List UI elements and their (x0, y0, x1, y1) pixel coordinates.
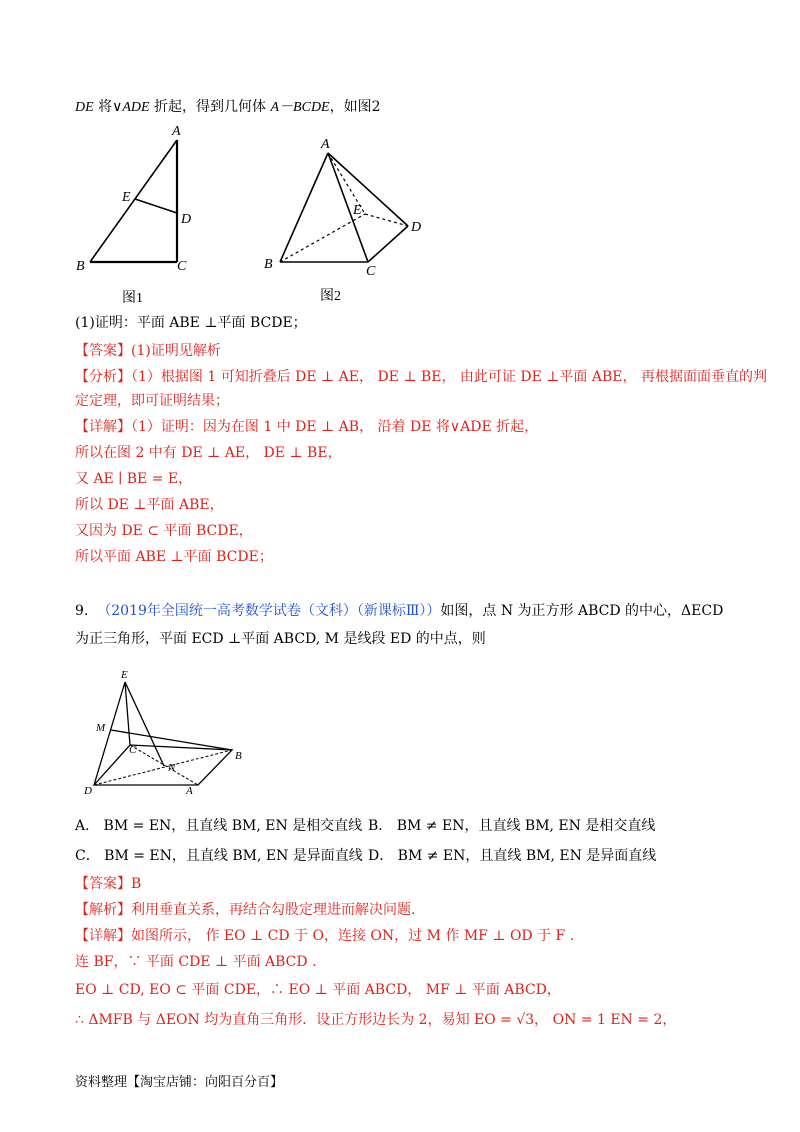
question-1: (1)证明：平面 ABE ⊥平面 BCDE； (75, 315, 307, 331)
edge-ab (90, 140, 177, 262)
label-e: E (353, 203, 362, 218)
step-5: 所以平面 ABE ⊥平面 BCDE； (75, 549, 273, 565)
figure-1 (60, 115, 220, 285)
label-b: B (264, 257, 273, 272)
option-c: C． BM = EN，且直线 BM, EN 是异面直线 (75, 848, 363, 864)
label-a: A (321, 137, 330, 152)
edge-ad (328, 153, 408, 226)
figure-3 (80, 668, 250, 798)
label-b: B (235, 750, 242, 762)
answer-1: 【答案】(1)证明见解析 (75, 343, 221, 359)
figure-1-caption: 图1 (122, 291, 143, 306)
option-b: B． BM ≠ EN，且直线 BM, EN 是相交直线 (368, 818, 656, 834)
diagonal-db (94, 750, 232, 785)
analysis-1-line-1: 【分析】（1）根据图 1 可知折叠后 DE ⊥ AE， DE ⊥ BE， 由此可证 DE ⊥平面 ABE， 再根据面面垂直的判 (75, 369, 767, 385)
label-d: D (181, 212, 192, 227)
label-e: E (122, 190, 131, 205)
figure-2 (255, 135, 445, 285)
label-d: D (411, 220, 422, 235)
label-e: E (121, 669, 128, 681)
label-n: N (168, 762, 176, 774)
step-2: 又 AE ∣ BE = E， (75, 471, 193, 487)
question-9-line-1: 9. （2019年全国统一高考数学试卷（文科）（新课标Ⅲ））如图，点 N 为正方形 ABCD 的中心，ΔECD (75, 603, 724, 619)
question-9-line-2: 为正三角形，平面 ECD ⊥平面 ABCD, M 是线段 ED 的中点，则 (75, 631, 486, 647)
label-b: B (76, 259, 85, 274)
question-source: （2019年全国统一高考数学试卷（文科）（新课标Ⅲ）） (97, 603, 441, 619)
detail-9-line-1: 【详解】如图所示， 作 EO ⊥ CD 于 O，连接 ON，过 M 作 MF ⊥ OD 于 F . (75, 928, 575, 944)
edge-ab (280, 153, 328, 262)
edge-ac (328, 153, 368, 262)
answer-9: 【答案】B (75, 876, 142, 892)
detail-9-line-3: EO ⊥ CD, EO ⊂ 平面 CDE，∴ EO ⊥ 平面 ABCD， MF ⊥ 平面 ABCD， (75, 982, 561, 998)
analysis-9: 【解析】利用垂直关系，再结合勾股定理进而解决问题. (75, 902, 416, 918)
page-footer: 资料整理【淘宝店铺：向阳百分百】 (75, 1075, 284, 1090)
label-d: D (84, 785, 92, 797)
label-a: A (186, 785, 193, 797)
label-c: C (177, 259, 187, 274)
label-c: C (129, 744, 137, 756)
label-a: A (172, 124, 181, 139)
step-4: 又因为 DE ⊂ 平面 BCDE， (75, 523, 253, 539)
detail-9-line-2: 连 BF，∵ 平面 CDE ⊥ 平面 ABCD . (75, 954, 317, 970)
detail-1: 【详解】（1）证明：因为在图 1 中 DE ⊥ AB， 沿着 DE 将∨ADE 折起， (75, 419, 539, 435)
edge-ed (135, 199, 177, 213)
option-a: A． BM = EN，且直线 BM, EN 是相交直线 (75, 818, 363, 834)
label-c: C (366, 264, 376, 279)
step-1: 所以在图 2 中有 DE ⊥ AE， DE ⊥ BE， (75, 445, 342, 461)
detail-9-line-4: ∴ ΔMFB 与 ΔEON 均为直角三角形．设正方形边长为 2，易知 EO = √3， ON = 1 EN = 2， (75, 1012, 677, 1028)
edge-cd (368, 226, 408, 262)
analysis-1-line-2: 定定理，即可证明结果； (75, 393, 229, 409)
intro-line: DE 将∨ADE 折起，得到几何体 A－BCDE，如图2 (75, 99, 381, 115)
label-m: M (96, 722, 106, 734)
option-d: D． BM ≠ EN，且直线 BM, EN 是异面直线 (368, 848, 657, 864)
figure-2-caption: 图2 (320, 289, 341, 304)
step-3: 所以 DE ⊥平面 ABE， (75, 497, 224, 513)
